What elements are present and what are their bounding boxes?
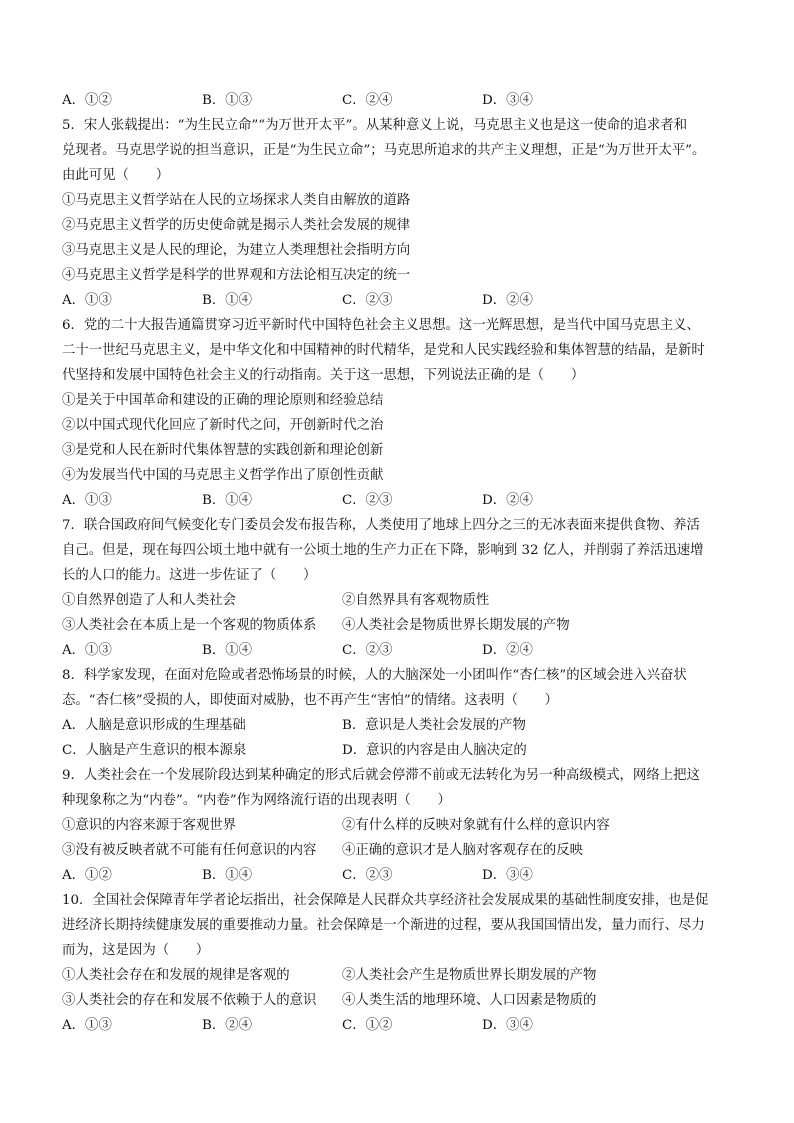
q10-option-c: C．①② bbox=[342, 1018, 393, 1033]
q8-option-b: B．意识是人类社会发展的产物 bbox=[342, 718, 526, 733]
q9-statement-1: ①意识的内容来源于客观世界 bbox=[62, 818, 237, 833]
q10-statement-4: ④人类生活的地理环境、人口因素是物质的 bbox=[342, 993, 597, 1008]
q9-option-d: D．③④ bbox=[482, 868, 533, 883]
q7-statement-1: ①自然界创造了人和人类社会 bbox=[62, 593, 237, 608]
q5-option-c: C．②③ bbox=[342, 293, 393, 308]
q6-option-d: D．②④ bbox=[482, 493, 533, 508]
q8-options-row bbox=[62, 713, 742, 738]
q5-option-a: A．①③ bbox=[62, 293, 112, 308]
q6-statement-3: ③是党和人民在新时代集体智慧的实践创新和理论创新 bbox=[62, 443, 384, 458]
q5-option-d: D．②④ bbox=[482, 293, 533, 308]
q10-stem-line: 10．全国社会保障青年学者论坛指出，社会保障是人民群众共享经济社会发展成果的基础性制度安排，也是促 bbox=[62, 893, 709, 908]
question-9 bbox=[62, 763, 742, 888]
q7-statements-row bbox=[62, 588, 742, 613]
q4-option-b: B．①③ bbox=[202, 93, 253, 108]
q5-statement-3: ③马克思主义是人民的理论，为建立人类理想社会指明方向 bbox=[62, 243, 411, 258]
q6-stem-line: 6．党的二十大报告通篇贯穿习近平新时代中国特色社会主义思想。这一光辉思想，是当代中国马克思主义、 bbox=[62, 318, 700, 333]
q8-stem-line: 8．科学家发现，在面对危险或者恐怖场景的时候，人的大脑深处一小团叫作“杏仁核”的区域会进入兴奋状 bbox=[62, 668, 687, 683]
q8-option-d: D．意识的内容是由人脑决定的 bbox=[342, 743, 527, 758]
q9-stem-line: 种现象称之为“内卷”。“内卷”作为网络流行语的出现表明（ ） bbox=[62, 793, 451, 808]
q9-statement-3: ③没有被反映者就不可能有任何意识的内容 bbox=[62, 843, 317, 858]
question-content bbox=[62, 88, 742, 1038]
question-5 bbox=[62, 113, 742, 313]
q10-statements-row bbox=[62, 963, 742, 988]
q4-option-c: C．②④ bbox=[342, 93, 393, 108]
q5-options bbox=[62, 288, 742, 313]
q5-statement-2: ②马克思主义哲学的历史使命就是揭示人类社会发展的规律 bbox=[62, 218, 411, 233]
q7-options bbox=[62, 638, 742, 663]
q10-statement-2: ②人类社会产生是物质世界长期发展的产物 bbox=[342, 968, 597, 983]
q7-stem-line: 长的人口的能力。这进一步佐证了（ ） bbox=[62, 568, 317, 583]
q9-stem-line: 9．人类社会在一个发展阶段达到某种确定的形式后就会停滞不前或无法转化为另一种高级模式，网络上把这 bbox=[62, 768, 700, 783]
q9-statements-row bbox=[62, 838, 742, 863]
q10-stem-line: 进经济长期持续健康发展的重要推动力量。社会保障是一个渐进的过程，要从我国国情出发，量力而行、尽力 bbox=[62, 918, 705, 933]
q10-option-d: D．③④ bbox=[482, 1018, 533, 1033]
q9-statements-row bbox=[62, 813, 742, 838]
q7-statements-row bbox=[62, 613, 742, 638]
q7-stem-line: 7．联合国政府间气候变化专门委员会发布报告称，人类使用了地球上四分之三的无冰表面来提供食物、养活 bbox=[62, 518, 700, 533]
q6-stem-line: 代坚持和发展中国特色社会主义的行动指南。关于这一思想，下列说法正确的是（ ） bbox=[62, 368, 585, 383]
q6-options bbox=[62, 488, 742, 513]
q8-option-a: A．人脑是意识形成的生理基础 bbox=[62, 718, 246, 733]
q8-stem-line: 态。“杏仁核”受损的人，即使面对威胁，也不再产生“害怕”的情绪。这表明（ ） bbox=[62, 693, 559, 708]
q9-statement-2: ②有什么样的反映对象就有什么样的意识内容 bbox=[342, 818, 610, 833]
q6-stem-line: 二十一世纪马克思主义，是中华文化和中国精神的时代精华，是党和人民实践经验和集体智慧的结晶，是新时 bbox=[62, 343, 705, 358]
q6-statement-2: ②以中国式现代化回应了新时代之问，开创新时代之治 bbox=[62, 418, 384, 433]
q10-stem-line: 而为，这是因为（ ） bbox=[62, 943, 210, 958]
q10-options bbox=[62, 1013, 742, 1038]
q5-stem-line: 5．宋人张载提出：“为生民立命”“为万世开太平”。从某种意义上说，马克思主义也是这一使命的追求者和 bbox=[62, 118, 688, 133]
q4-option-d: D．③④ bbox=[482, 93, 533, 108]
q10-option-a: A．①③ bbox=[62, 1018, 112, 1033]
q8-option-c: C．人脑是产生意识的根本源泉 bbox=[62, 743, 247, 758]
q5-option-b: B．①④ bbox=[202, 293, 253, 308]
question-6 bbox=[62, 313, 742, 513]
q8-options-row bbox=[62, 738, 742, 763]
q7-statement-4: ④人类社会是物质世界长期发展的产物 bbox=[342, 618, 570, 633]
q10-option-b: B．②④ bbox=[202, 1018, 253, 1033]
q7-stem-line: 自己。但是，现在每四公顷土地中就有一公顷土地的生产力正在下降，影响到 32 亿人，并削弱了养活迅速增 bbox=[62, 543, 704, 558]
q6-option-a: A．①③ bbox=[62, 493, 112, 508]
q9-option-a: A．①② bbox=[62, 868, 112, 883]
question-8 bbox=[62, 663, 742, 763]
q9-statement-4: ④正确的意识才是人脑对客观存在的反映 bbox=[342, 843, 584, 858]
q4-option-a: A．①② bbox=[62, 93, 112, 108]
q5-statement-1: ①马克思主义哲学站在人民的立场探求人类自由解放的道路 bbox=[62, 193, 411, 208]
q9-option-b: B．①④ bbox=[202, 868, 253, 883]
question-10 bbox=[62, 888, 742, 1038]
q7-option-d: D．②④ bbox=[482, 643, 533, 658]
q10-statement-1: ①人类社会存在和发展的规律是客观的 bbox=[62, 968, 290, 983]
q9-option-c: C．②③ bbox=[342, 868, 393, 883]
question-7 bbox=[62, 513, 742, 663]
q7-option-c: C．②③ bbox=[342, 643, 393, 658]
q5-stem-line: 由此可见（ ） bbox=[62, 168, 170, 183]
q9-options bbox=[62, 863, 742, 888]
q5-stem-line: 兑现者。马克思学说的担当意识，正是“为生民立命”；马克思所追求的共产主义理想，正是“为万世开太平”。 bbox=[62, 143, 706, 158]
q6-option-b: B．①④ bbox=[202, 493, 253, 508]
q7-statement-2: ②自然界具有客观物质性 bbox=[342, 593, 490, 608]
q7-statement-3: ③人类社会在本质上是一个客观的物质体系 bbox=[62, 618, 317, 633]
q5-statement-4: ④马克思主义哲学是科学的世界观和方法论相互决定的统一 bbox=[62, 268, 411, 283]
q6-option-c: C．②③ bbox=[342, 493, 393, 508]
q6-statement-4: ④为发展当代中国的马克思主义哲学作出了原创性贡献 bbox=[62, 468, 384, 483]
q7-option-b: B．①④ bbox=[202, 643, 253, 658]
q7-option-a: A．①③ bbox=[62, 643, 112, 658]
q4-options bbox=[62, 88, 742, 113]
q10-statements-row bbox=[62, 988, 742, 1013]
q6-statement-1: ①是关于中国革命和建设的正确的理论原则和经验总结 bbox=[62, 393, 384, 408]
q10-statement-3: ③人类社会的存在和发展不依赖于人的意识 bbox=[62, 993, 317, 1008]
